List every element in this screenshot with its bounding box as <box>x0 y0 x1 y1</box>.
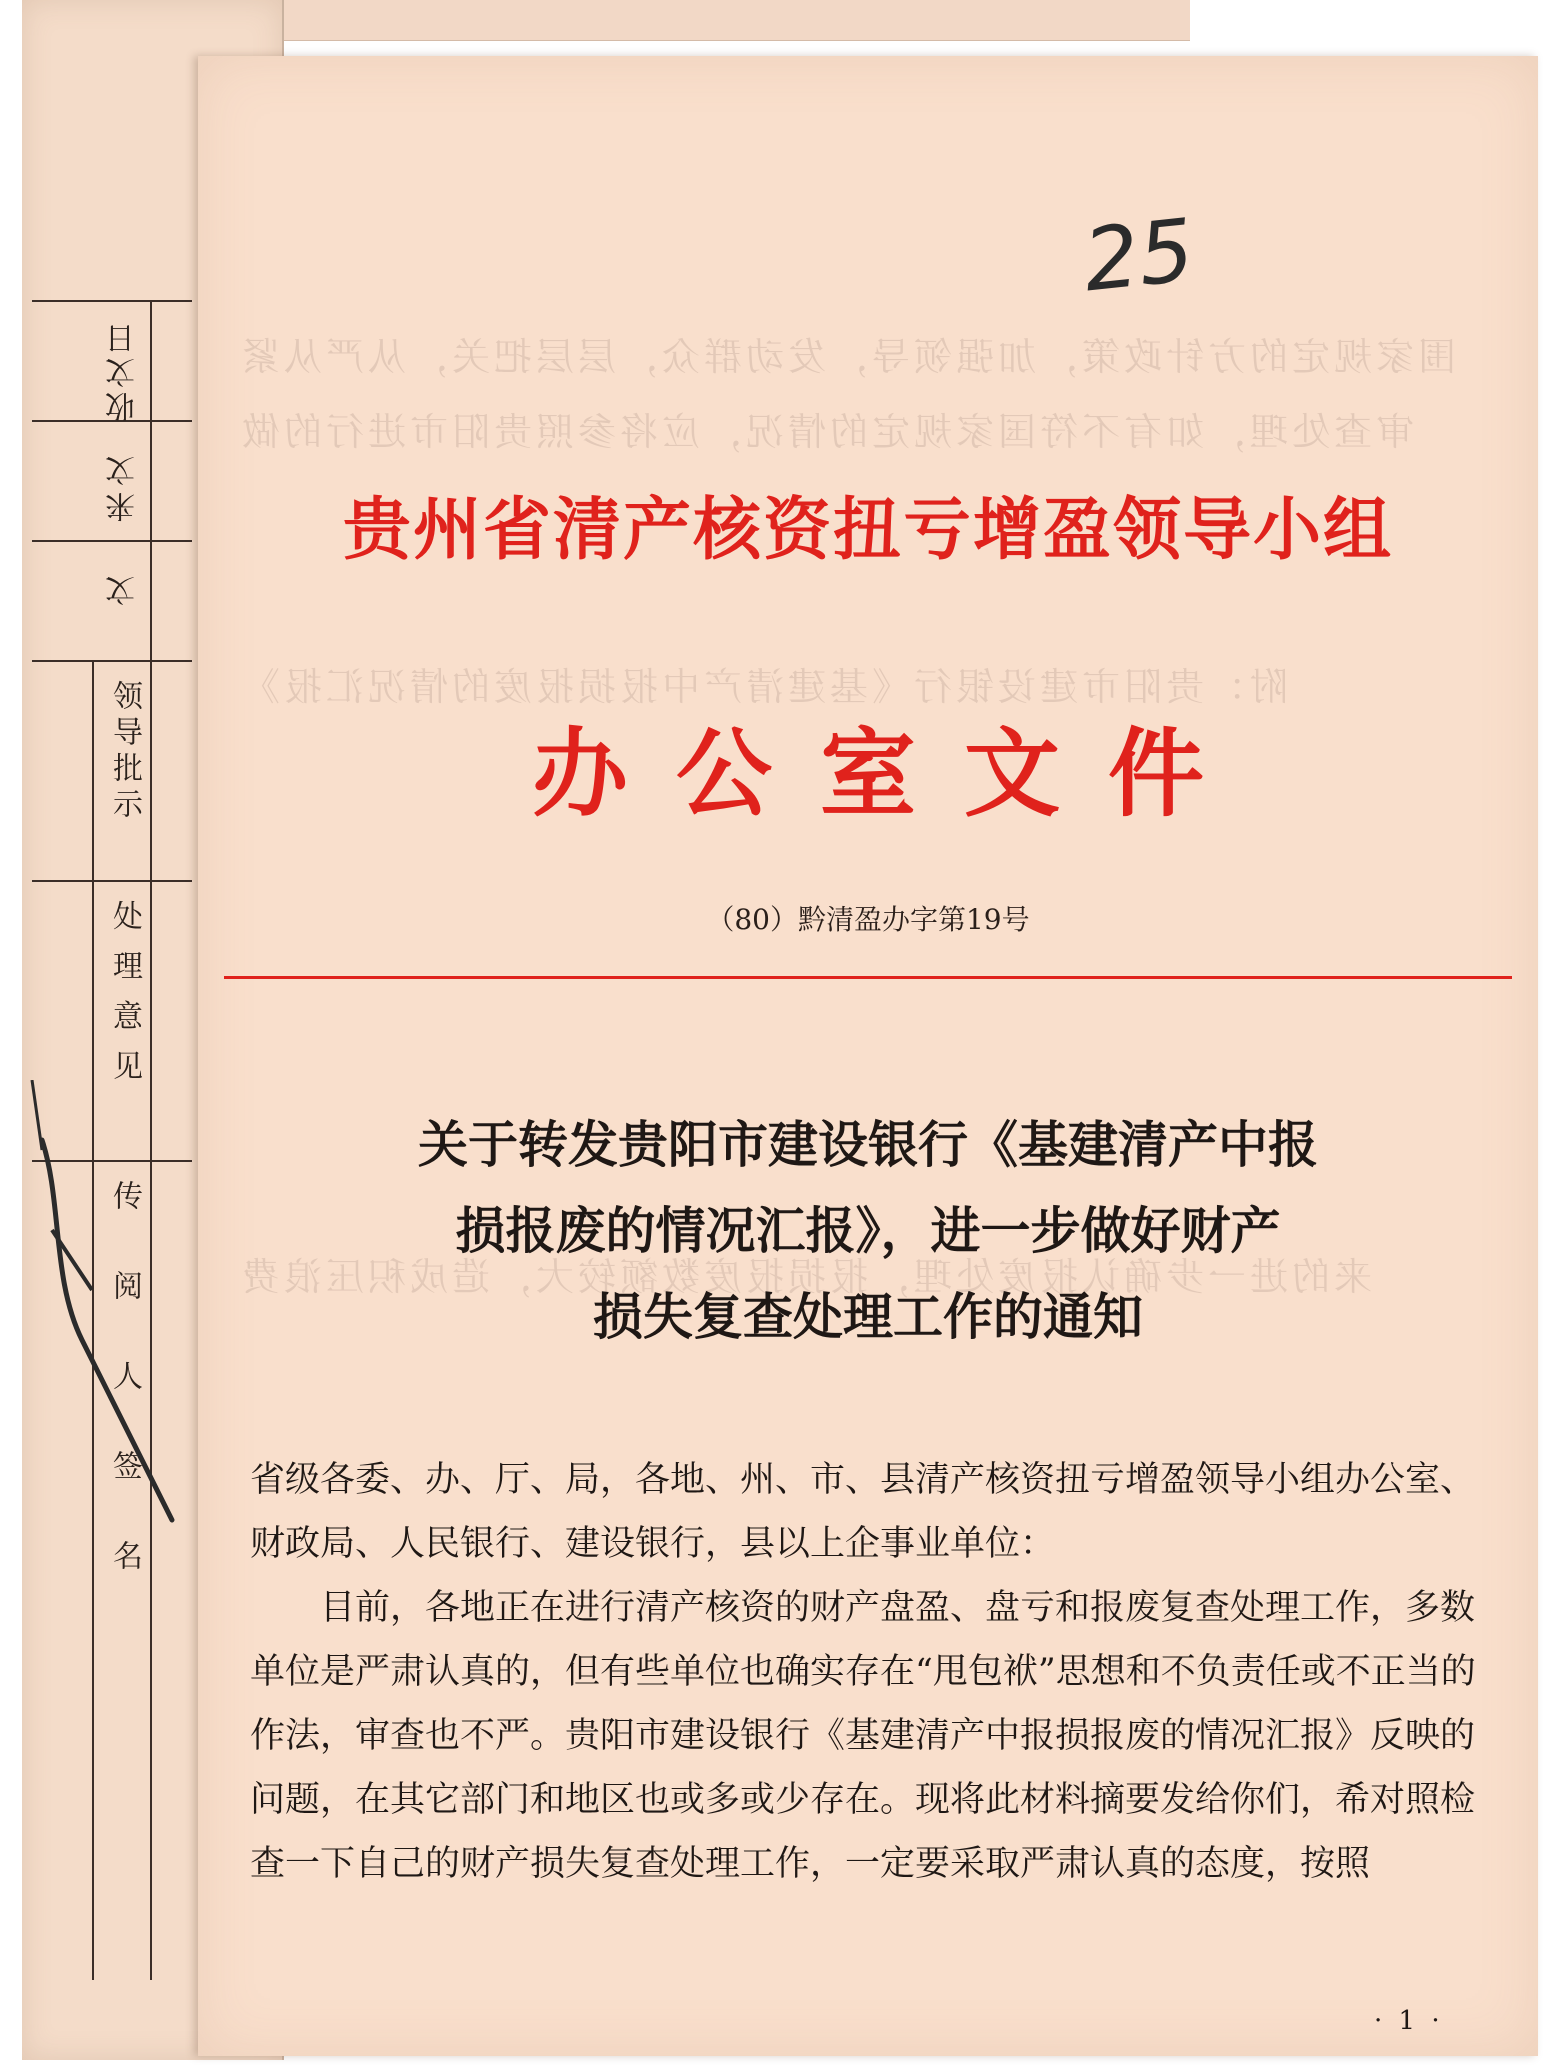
slip-cell-leader-instruction: 领导批示 <box>107 680 142 824</box>
handwritten-page-number: 25 <box>1079 200 1199 312</box>
slip-row-line <box>32 880 192 882</box>
slip-row-line <box>32 300 192 302</box>
notice-title-line: 关于转发贵阳市建设银行《基建清产中报 <box>418 1115 1318 1174</box>
addressee-paragraph: 省级各委、办、厅、局，各地、州、市、县清产核资扭亏增盈领导小组办公室、财政局、人民银行、建设银行，县以上企事业单位： <box>250 1460 1476 1564</box>
notice-title-line: 损失复查处理工作的通知 <box>593 1287 1143 1346</box>
bleed-through-text: 围家规定的方针政策，加强领导，发动群众，层层把关，从严从紧 <box>238 335 1457 379</box>
notice-title <box>218 1102 1518 1360</box>
notice-title-line: 损报废的情况汇报》，进一步做好财产 <box>455 1201 1281 1260</box>
slip-row-line <box>32 540 192 542</box>
document-number: （80）黔清盈办字第19号 <box>706 903 1030 936</box>
issuing-organization: 贵州省清产核资扭亏增盈领导小组 <box>342 490 1393 570</box>
bleed-through-text: 附：贵阳市建设银行《基建清产中报损报废的情况汇报》 <box>238 665 1289 709</box>
back-sheet-top-edge <box>190 0 1190 41</box>
slip-cell-received-date: 收文日 <box>106 320 141 422</box>
handwritten-pen-mark <box>22 1080 202 1600</box>
slip-cell-handling-opinion: 处理意见 <box>107 900 142 1100</box>
main-document-page <box>198 56 1538 2056</box>
slip-cell-document: 文 <box>106 570 141 606</box>
body-paragraph: 目前，各地正在进行清产核资的财产盘盈、盘亏和报废复查处理工作，多数单位是严肃认真的，但有些单位也确实存在“甩包袱”思想和不负责任或不正当的作法，审查也不严。贵阳市建设银行《基建清产中报损报废的情况汇报》反映的问题，在其它部门和地区也或多或少存在。现将此材料摘要发给你们，希对照检查一下自己的财产损失复查处理工作，一定要采取严肃认真的态度，按照 <box>250 1588 1476 1884</box>
red-divider-line <box>224 976 1512 979</box>
bleed-through-text: 来的进一步确认报废处理，报损报废数额较大，造成积压浪费 <box>238 1255 1373 1299</box>
slip-cell-incoming-doc: 来文 <box>106 450 141 522</box>
slip-row-line <box>32 660 192 662</box>
page-number: · 1 · <box>1374 2006 1444 2036</box>
bleed-through-text: 审查处理，如有不符国家规定的情况，应将参照贵阳市进行的做 <box>238 410 1415 454</box>
document-type-title: 办公室文件 <box>532 717 1252 830</box>
body-text <box>250 1448 1500 1896</box>
slip-cell-circulation-sign: 传阅人签名 <box>107 1180 142 1630</box>
